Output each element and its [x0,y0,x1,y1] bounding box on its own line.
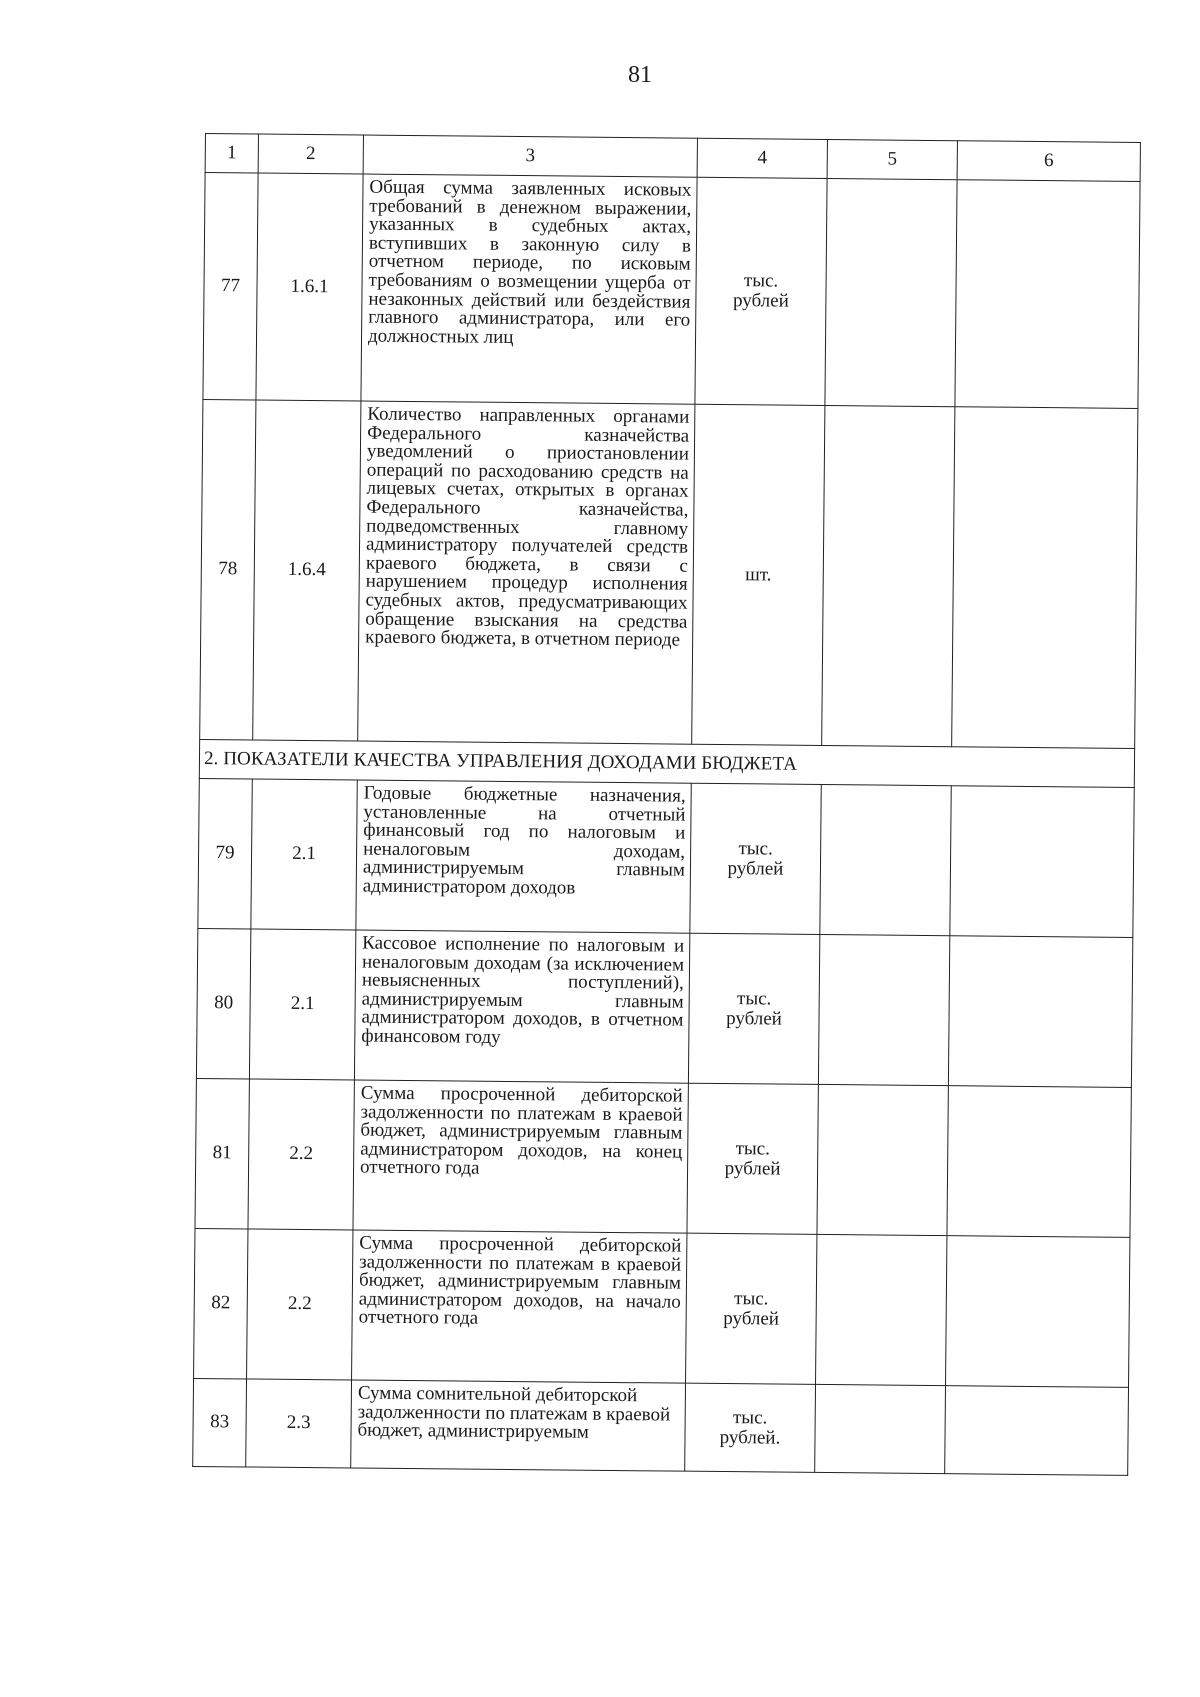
header-cell: 1 [205,134,258,174]
row-number: 78 [200,399,256,739]
row-number: 79 [198,778,252,929]
unit-of-measure [692,404,825,745]
indicator-description: Кассовое исполнение по налоговым и неналоговым доходам (за исключением невыясненных поступлений), администрируемым главным администратором доходов, в отчетном финансовом году [354,930,689,1083]
unit-of-measure [690,783,821,934]
unit-of-measure [688,933,819,1084]
value-cell [818,934,949,1085]
indicator-code: 2.1 [249,929,355,1080]
table-row [195,1078,1131,1237]
unit-line: тыс. [738,837,773,859]
unit-line: шт. [745,563,772,585]
indicator-description: Сумма просроченной дебиторской задолженности по платежам в краевой бюджет, администрируемым главным администратором доходов, на начало отчетного года [352,1230,687,1383]
indicators-table [192,133,1141,1476]
document-sheet [191,133,1140,1592]
page-number: 81 [628,62,652,88]
row-number: 77 [203,173,258,400]
row-number: 83 [193,1378,247,1467]
table-row [196,928,1132,1087]
indicator-description: Годовые бюджетные назначения, установленные на отчетный финансовый год по налоговым и неналоговым доходам, администрируемым главным администратором доходов [356,780,691,933]
value-cell [948,936,1132,1088]
value-cell [947,1086,1131,1238]
header-cell: 4 [697,138,827,178]
indicator-code: 1.6.4 [253,400,361,741]
table-row [200,399,1138,748]
header-cell: 5 [827,139,957,179]
unit-line: рублей [726,1007,783,1030]
indicator-code: 1.6.1 [256,173,363,401]
value-cell [817,1084,948,1235]
unit-line: тыс. [734,1287,769,1309]
value-cell [955,180,1140,409]
value-cell [825,178,957,406]
header-cell: 2 [258,134,363,174]
indicator-code: 2.2 [248,1079,354,1230]
unit-of-measure [685,1383,816,1472]
table-row [203,173,1140,409]
header-cell: 6 [957,141,1140,182]
value-cell [820,784,951,935]
unit-line: рублей [723,1307,780,1330]
value-cell [950,786,1134,938]
section-heading: 2. ПОКАЗАТЕЛИ КАЧЕСТВА УПРАВЛЕНИЯ ДОХОДАМИ БЮДЖЕТА [199,739,1134,787]
indicator-description: Общая сумма заявленных исковых требований в денежном выражении, указанных в судебных актах, вступивших в законную силу в отчетном периоде, по исковым требованиям о возмещении ущерба от незаконных действий или бездействия главного администратора, или его должностных лиц [361,174,697,404]
indicator-code: 2.2 [247,1229,353,1380]
unit-line: рублей. [719,1426,781,1449]
indicator-code: 2.3 [246,1379,352,1468]
unit-line: тыс. [732,1406,768,1428]
unit-of-measure [687,1083,818,1234]
unit-line: тыс. [743,270,779,292]
indicator-description: Количество направленных органами Федерального казначейства уведомлений о приостановлении операций по расходованию средств на лицевых счетах, открытых в органах Федерального казначейства, подведомственных главному администратору получателей средств краевого бюджета, в связи с нарушением процедур исполнения судебных актов, предусматривающих обращение взыскания на средства краевого бюджета, в отчетном периоде [358,401,695,744]
table-row [193,1378,1129,1475]
value-cell [816,1234,947,1385]
unit-line: тыс. [735,1137,771,1159]
indicator-description: Сумма просроченной дебиторской задолженности по платежам в краевой бюджет, администрируемым главным администратором доходов, на конец отчетного года [353,1080,688,1233]
indicator-code: 2.1 [251,779,357,930]
unit-of-measure [695,177,827,405]
value-cell [946,1236,1130,1388]
unit-of-measure [686,1233,817,1384]
value-cell [945,1386,1129,1476]
value-cell [822,405,955,746]
value-cell [815,1384,946,1473]
table-row [198,778,1134,937]
header-cell: 3 [363,135,697,177]
table-row [194,1228,1130,1387]
value-cell [952,407,1138,749]
unit-line: тыс. [736,987,772,1009]
row-number: 82 [194,1228,248,1379]
row-number: 80 [196,928,250,1079]
indicator-description: Сумма сомнительной дебиторской задолженности по платежам в краевой бюджет, администрируемым [351,1380,686,1471]
unit-line: рублей [724,1157,781,1180]
unit-line: рублей [727,857,784,880]
unit-line: рублей [732,290,789,312]
row-number: 81 [195,1078,249,1229]
